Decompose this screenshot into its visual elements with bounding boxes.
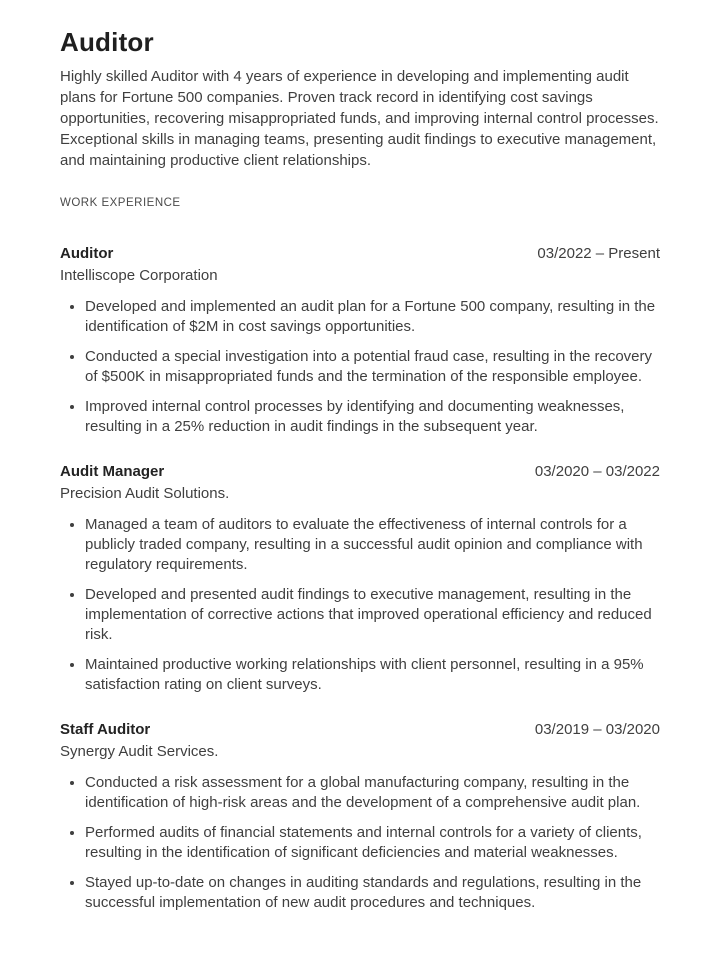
job-bullet: Improved internal control processes by identifying and documenting weaknesses, resulting in a 25% reduction in audit findings in the subsequent year. bbox=[60, 397, 660, 437]
job-header bbox=[60, 463, 660, 480]
job-entry-audit-manager bbox=[60, 463, 660, 695]
job-company: Intelliscope Corporation bbox=[60, 266, 218, 284]
job-title: Auditor bbox=[60, 244, 114, 262]
job-bullet: Performed audits of financial statements and internal controls for a variety of clients, resulting in the identification of significant deficiencies and material weaknesses. bbox=[60, 823, 660, 863]
job-bullet-list bbox=[60, 297, 660, 437]
job-header bbox=[60, 245, 660, 262]
page-title: Auditor bbox=[60, 27, 154, 57]
job-entry-staff-auditor bbox=[60, 721, 660, 913]
job-title: Staff Auditor bbox=[60, 720, 151, 738]
job-bullet: Conducted a special investigation into a potential fraud case, resulting in the recovery of $500K in misappropriated funds and the termination of the responsible employee. bbox=[60, 347, 660, 387]
job-bullet: Developed and presented audit findings to executive management, resulting in the implementation of corrective actions that improved operational efficiency and reduced risk. bbox=[60, 585, 660, 645]
job-dates: 03/2020 – 03/2022 bbox=[534, 462, 660, 480]
job-bullet-list bbox=[60, 773, 660, 913]
job-company: Synergy Audit Services. bbox=[60, 742, 219, 760]
job-company: Precision Audit Solutions. bbox=[60, 484, 230, 502]
work-experience-heading: WORK EXPERIENCE bbox=[60, 196, 181, 209]
job-dates: 03/2019 – 03/2020 bbox=[534, 720, 660, 738]
job-bullet: Developed and implemented an audit plan for a Fortune 500 company, resulting in the identification of $2M in cost savings opportunities. bbox=[60, 297, 660, 337]
job-bullet: Managed a team of auditors to evaluate the effectiveness of internal controls for a publicly traded company, resulting in a successful audit opinion and compliance with regulatory requirements. bbox=[60, 515, 660, 575]
job-header bbox=[60, 721, 660, 738]
job-dates: 03/2022 – Present bbox=[537, 244, 660, 262]
job-bullet: Conducted a risk assessment for a global manufacturing company, resulting in the identification of high-risk areas and the development of a comprehensive audit plan. bbox=[60, 773, 660, 813]
job-bullet-list bbox=[60, 515, 660, 695]
job-bullet: Stayed up-to-date on changes in auditing standards and regulations, resulting in the successful implementation of new audit procedures and techniques. bbox=[60, 873, 660, 913]
job-bullet: Maintained productive working relationships with client personnel, resulting in a 95% satisfaction rating on client surveys. bbox=[60, 655, 660, 695]
job-entry-auditor bbox=[60, 245, 660, 437]
job-title: Audit Manager bbox=[60, 462, 165, 480]
summary-paragraph: Highly skilled Auditor with 4 years of experience in developing and implementing audit plans for Fortune 500 companies. Proven track record in identifying cost savings opportunities, recovering misappropriated funds, and improving internal control processes. Exceptional skills in managing teams, presenting audit findings to executive management, and maintaining productive client relationships. bbox=[60, 67, 659, 169]
